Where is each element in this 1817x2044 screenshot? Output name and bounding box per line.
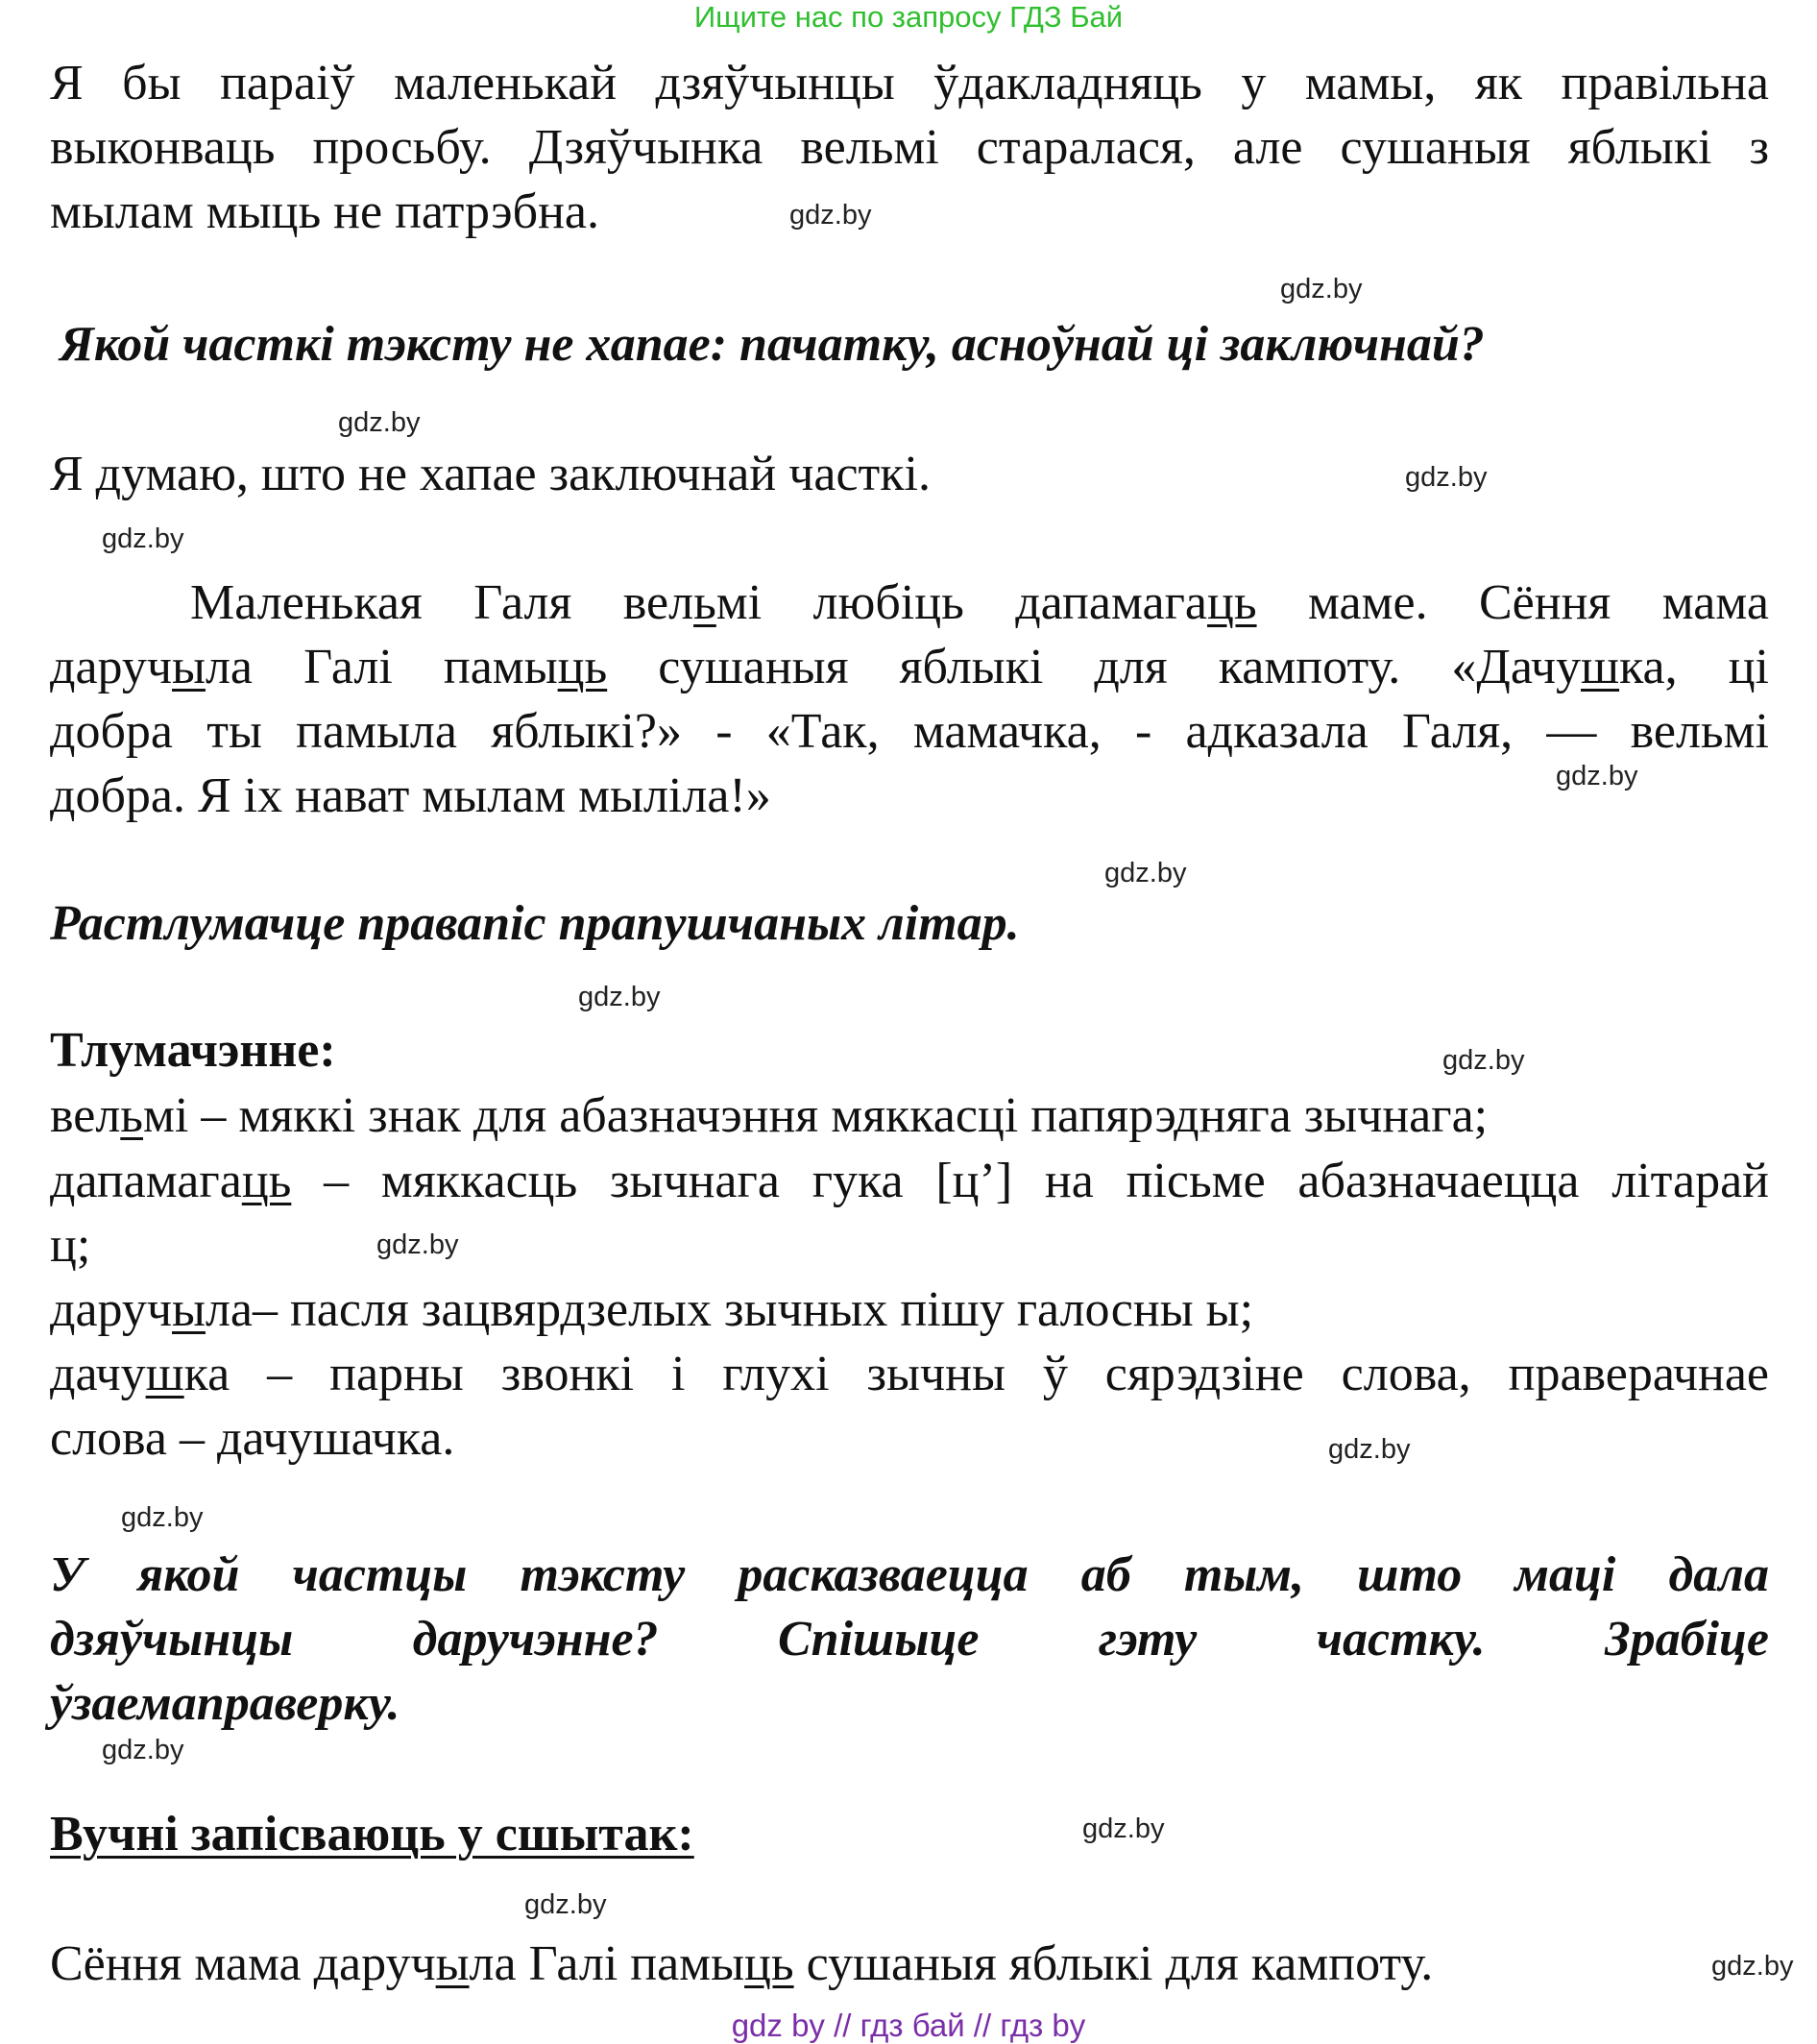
notebook-title: Вучні запісваюць у сшытак: xyxy=(50,1807,694,1862)
watermark: gdz.by xyxy=(1556,761,1638,791)
watermark: gdz.by xyxy=(578,982,661,1012)
inserted-letter: ць xyxy=(1207,575,1257,630)
question-task-line: ўзаемаправерку. xyxy=(50,1676,400,1731)
watermark: gdz.by xyxy=(1328,1434,1411,1465)
story-line: даручыла Галі памыць сушаныя яблыкі для кампоту. «Дачушка, ці xyxy=(50,640,1770,694)
question-task xyxy=(50,1543,1769,1736)
inserted-letter: ць xyxy=(241,1154,292,1208)
answer-intro-paragraph xyxy=(50,51,1769,244)
inserted-letter: ы xyxy=(435,1936,470,1991)
answer-intro-line: выконваць просьбу. Дзяўчынка вельмі старалася, але сушаныя яблыкі з xyxy=(50,120,1769,175)
watermark: gdz.by xyxy=(102,523,184,554)
watermark: gdz.by xyxy=(338,407,421,438)
watermark: gdz.by xyxy=(1711,1951,1794,1982)
watermark: gdz.by xyxy=(1280,274,1363,304)
watermark: gdz.by xyxy=(1082,1813,1165,1844)
watermark: gdz.by xyxy=(524,1889,607,1920)
answer-intro-line: мылам мыць не патрэбна. xyxy=(50,184,599,239)
inserted-letter: ь xyxy=(693,575,716,630)
story-line: добра. Я іх нават мылам мыліла!» xyxy=(50,768,771,823)
story-line: Маленькая Галя вельмі любіць дапамагаць маме. Сёння мама xyxy=(190,575,1769,630)
inserted-letter: ш xyxy=(145,1347,184,1401)
watermark: gdz.by xyxy=(102,1735,184,1765)
watermark: gdz.by xyxy=(1442,1045,1525,1076)
top-banner[interactable]: Ищите нас по запросу ГДЗ Бай xyxy=(693,0,1124,34)
explanation-line: вельмі – мяккі знак для абазначэння мяккасці папярэдняга зычнага; xyxy=(50,1088,1489,1143)
answer-missing-part: Я думаю, што не хапае заключнай часткі. xyxy=(50,447,931,501)
explanation-title: Тлумачэнне: xyxy=(50,1023,336,1078)
question-task-line: У якой частцы тэксту расказваецца аб тым, што маці дала xyxy=(50,1547,1769,1602)
watermark: gdz.by xyxy=(1405,462,1488,493)
explanation-line: дачушка – парны звонкі і глухі зычны ў сярэдзіне слова, праверачнае xyxy=(50,1347,1769,1401)
inserted-letter: ы xyxy=(172,640,206,694)
notebook-line: Сёння мама даручыла Галі памыць сушаныя яблыкі для кампоту. xyxy=(50,1936,1434,1991)
inserted-letter: ш xyxy=(1581,640,1620,694)
story-paragraph xyxy=(50,571,1769,828)
explanation-line: дапамагаць – мяккасць зычнага гука [ц’] на пісьме абазначаецца літарай xyxy=(50,1154,1769,1208)
question-spelling: Растлумачце правапіс прапушчаных літар. xyxy=(50,896,1020,951)
inserted-letter: ць xyxy=(744,1936,794,1991)
question-missing-part: Якой часткі тэксту не хапае: пачатку, асноўнай ці заключнай? xyxy=(60,317,1485,372)
watermark: gdz.by xyxy=(376,1229,459,1260)
explanation-block xyxy=(50,1149,1769,1471)
inserted-letter: ь xyxy=(120,1088,143,1143)
watermark: gdz.by xyxy=(789,200,872,231)
explanation-line: слова – дачушачка. xyxy=(50,1411,455,1466)
inserted-letter: ць xyxy=(557,640,608,694)
story-line: добра ты памыла яблыкі?» - «Так, мамачка, - адказала Галя, — вельмі xyxy=(50,704,1769,759)
question-task-line: дзяўчынцы даручэнне? Спішыце гэту частку. Зрабіце xyxy=(50,1612,1769,1667)
answer-intro-line: Я бы параіў маленькай дзяўчынцы ўдакладняць у мамы, як правільна xyxy=(50,56,1769,110)
inserted-letter: ы xyxy=(172,1282,206,1337)
footer-links[interactable]: gdz by // гдз бай // гдз by xyxy=(731,2008,1086,2043)
watermark: gdz.by xyxy=(121,1502,204,1533)
watermark: gdz.by xyxy=(1104,858,1187,888)
explanation-line: даручыла– пасля зацвярдзелых зычных пішу галосны ы; xyxy=(50,1282,1254,1337)
explanation-line: ц; xyxy=(50,1218,91,1273)
